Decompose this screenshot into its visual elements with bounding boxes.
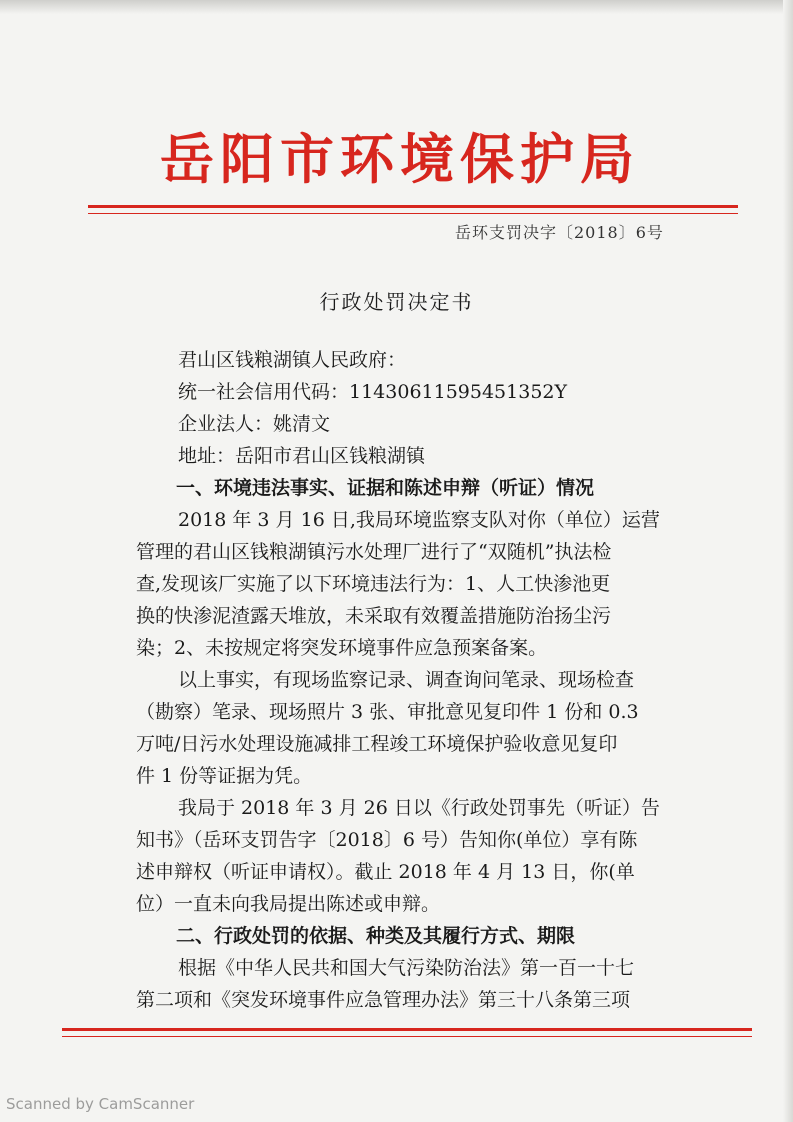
letterhead-rule-thick <box>88 205 738 208</box>
paragraph-line: 万吨/日污水处理设施减排工程竣工环境保护验收意见复印 <box>136 733 618 755</box>
paragraph-line: 2018 年 3 月 16 日,我局环境监察支队对你（单位）运营 <box>178 509 660 531</box>
scanner-watermark: Scanned by CamScanner <box>6 1095 195 1113</box>
document-number: 岳环支罚决字〔2018〕6号 <box>455 223 664 242</box>
paragraph-line: 述申辩权（听证申请权）。截止 2018 年 4 月 13 日，你(单 <box>136 861 635 883</box>
paragraph-line: 管理的君山区钱粮湖镇污水处理厂进行了“双随机”执法检 <box>136 541 612 563</box>
document-title: 行政处罚决定书 <box>319 290 474 314</box>
legal-person: 企业法人：姚清文 <box>178 413 331 435</box>
paragraph-line: 我局于 2018 年 3 月 26 日以《行政处罚事先（听证）告 <box>178 797 660 819</box>
letterhead-rule-thin <box>88 213 738 214</box>
paragraph-line: 知书》（岳环支罚告字〔2018〕6 号）告知你(单位）享有陈 <box>136 829 638 851</box>
agency-letterhead: 岳阳市环境保护局 <box>160 128 640 191</box>
paragraph-line: 位）一直未向我局提出陈述或申辩。 <box>136 893 441 915</box>
section-heading: 一、环境违法事实、证据和陈述申辩（听证）情况 <box>176 477 595 499</box>
paragraph-line: 换的快渗泥渣露天堆放，未采取有效覆盖措施防治扬尘污 <box>136 605 612 627</box>
page-edge <box>0 0 793 14</box>
paragraph-line: 染；2、未按规定将突发环境事件应急预案备案。 <box>136 637 548 659</box>
footer-rule-thick <box>62 1028 752 1031</box>
paragraph-line: （勘察）笔录、现场照片 3 张、审批意见复印件 1 份和 0.3 <box>136 701 639 723</box>
paragraph-line: 查,发现该厂实施了以下环境违法行为：1、人工快渗池更 <box>136 573 611 595</box>
paragraph-line: 以上事实，有现场监察记录、调查询问笔录、现场检查 <box>178 669 635 691</box>
paragraph-line: 第二项和《突发环境事件应急管理办法》第三十八条第三项 <box>136 989 631 1011</box>
page-edge-right <box>783 0 793 1122</box>
footer-rule-thin <box>62 1036 752 1037</box>
credit-code: 统一社会信用代码：11430611595451352Y <box>178 381 568 403</box>
section-heading: 二、行政处罚的依据、种类及其履行方式、期限 <box>176 925 576 947</box>
address: 地址：岳阳市君山区钱粮湖镇 <box>178 445 426 467</box>
paragraph-line: 根据《中华人民共和国大气污染防治法》第一百一十七 <box>178 957 635 979</box>
recipient: 君山区钱粮湖镇人民政府： <box>178 349 407 371</box>
paragraph-line: 件 1 份等证据为凭。 <box>136 765 313 787</box>
